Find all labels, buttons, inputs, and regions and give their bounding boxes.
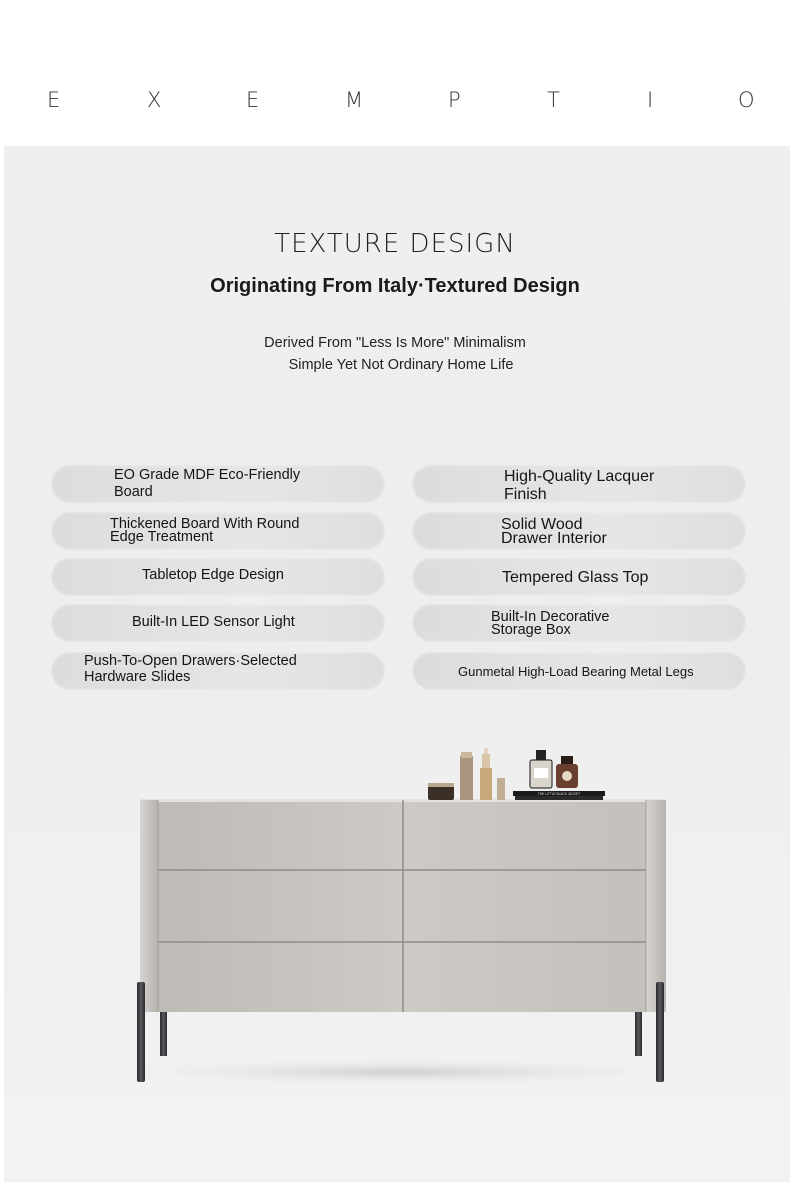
feature-label: Thickened Board With Round: [110, 516, 300, 532]
feature-label: Gunmetal High-Load Bearing Metal Legs: [458, 664, 694, 679]
feature-label: Push-To-Open Drawers·Selected: [84, 653, 297, 669]
feature-label: EO Grade MDF Eco-Friendly: [114, 467, 301, 483]
feature-label: Finish: [504, 486, 547, 503]
brand-letter: P: [448, 88, 461, 112]
dresser-product-image: [0, 740, 790, 1120]
book-spine-text: THE LITTLE BLACK JACKET: [537, 792, 581, 796]
feature-pill: [51, 558, 385, 596]
feature-pill: [51, 465, 385, 503]
feature-label: Hardware Slides: [84, 669, 191, 685]
brand-letter: E: [246, 88, 260, 112]
feature-pill: [412, 604, 746, 642]
feature-label: Storage Box: [491, 622, 571, 638]
feature-pill: [412, 512, 746, 550]
feature-pill: [51, 604, 385, 642]
brand-letter: T: [547, 88, 560, 112]
feature-label: Tabletop Edge Design: [142, 567, 284, 583]
feature-label: Drawer Interior: [501, 530, 607, 547]
section-subtitle: Originating From Italy·Textured Design: [210, 275, 580, 297]
feature-pill: [412, 465, 746, 503]
brand-letter: I: [647, 88, 654, 112]
feature-pill: [412, 652, 746, 690]
brand-letter: M: [345, 88, 364, 112]
section-title: TEXTURE DESIGN: [274, 229, 516, 259]
description-line-1: Derived From "Less Is More" Minimalism: [264, 335, 526, 351]
description-line-2: Simple Yet Not Ordinary Home Life: [288, 357, 514, 373]
feature-label: Built-In Decorative: [491, 609, 610, 625]
feature-label: Edge Treatment: [110, 529, 214, 545]
feature-label: High-Quality Lacquer: [504, 468, 655, 485]
brand-letter: O: [738, 88, 755, 112]
feature-pill: [51, 652, 385, 690]
feature-label: Board: [114, 484, 153, 500]
feature-label: Solid Wood: [501, 516, 583, 533]
brand-letter: E: [47, 88, 61, 112]
feature-label: Built-In LED Sensor Light: [132, 614, 295, 630]
brand-letter: X: [147, 88, 162, 112]
feature-label: Tempered Glass Top: [502, 569, 649, 586]
feature-pill: [412, 558, 746, 596]
feature-pill: [51, 512, 385, 550]
brand-header: [0, 0, 790, 146]
